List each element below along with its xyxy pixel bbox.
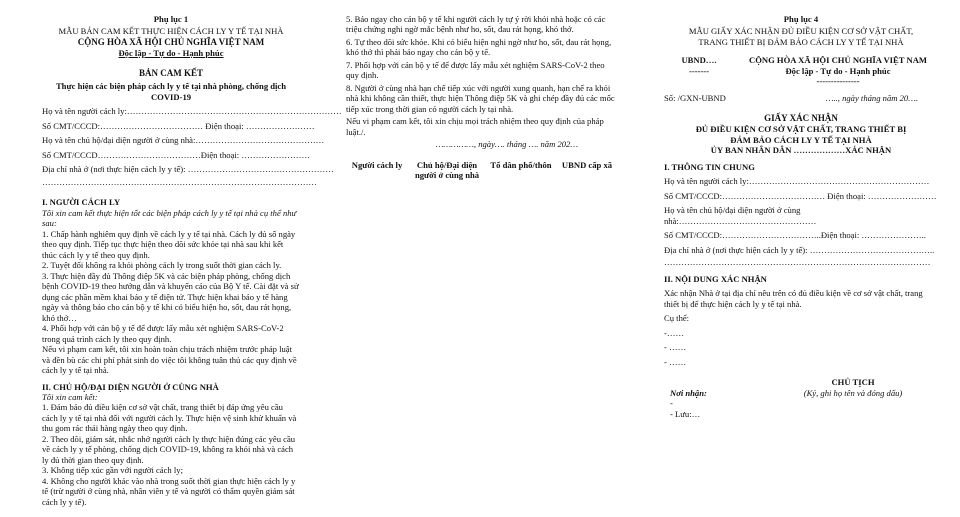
recipient-item: - — [670, 398, 673, 409]
info-fields — [42, 106, 342, 187]
confirmation-content: Xác nhận Nhà ở tại địa chỉ nêu trên có đủ điều kiện về cơ sở vật chất, trang thiết bị để thực hiện cách ly y tế tại nhà. — [664, 288, 923, 309]
commitment-item: 2. Tuyệt đối không ra khỏi phòng cách ly trong suốt thời gian cách ly. — [42, 260, 282, 271]
chairman-title: CHỦ TỊCH — [831, 377, 875, 388]
field-line: …………………………………………………………………………………… — [42, 176, 317, 187]
commitment-item: 7. Phối hợp với cán bộ y tế để được lấy mẫu xét nghiệm SARS-CoV-2 theo quy định. — [346, 59, 605, 81]
section-heading: II. CHỦ HỘ/ĐẠI DIỆN NGƯỜI Ở CÙNG NHÀ — [42, 381, 219, 392]
number-date-row — [664, 93, 938, 103]
section-heading: I. THÔNG TIN CHUNG — [664, 161, 755, 172]
header-block — [664, 55, 938, 86]
appendix-label: Phụ lục 4 — [783, 14, 819, 24]
document-subtitle: Thực hiện các biện pháp cách ly y tế tại nhà phòng, chống dịch COVID-19 — [55, 81, 287, 102]
field-line: Số CMT/CCCD:……………………………..Điện thoại: ………………….. — [664, 230, 926, 241]
commitment-item: 4. Phối hợp với cán bộ y tế để được lấy mẫu xét nghiệm SARS-CoV-2 trong quá trình cách ly theo quy định. — [42, 323, 284, 344]
form-subtitle: MẪU GIẤY XÁC NHẬN ĐỦ ĐIỀU KIỆN CƠ SỞ VẬT CHẤT, TRANG THIẾT BỊ ĐẢM BẢO CÁCH LY Y TẾ TẠI NHÀ — [688, 26, 914, 47]
separator: --------------- — [816, 76, 860, 87]
appendix-label: Phụ lục 1 — [153, 14, 189, 24]
commitment-item: 4. Không cho người khác vào nhà trong suốt thời gian thực hiện cách ly y tế (trừ người ở cùng nhà, nhân viên y tế và người có thẩm quyền giám sát cách ly y tế). — [42, 475, 296, 507]
signature-row — [346, 160, 618, 181]
detail-bullet: -…… — [664, 327, 685, 338]
field-line: Số CMT/CCCD:……………………………… Điện thoại: …………………… — [42, 120, 315, 131]
signature-label: Người cách ly — [351, 159, 403, 170]
commitment-item: 2. Theo dõi, giám sát, nhắc nhở người cách ly thực hiện đúng các yêu cầu về cách ly y tế phòng, chống dịch COVID-19, không ra khỏi nhà và cách ly đủ thời gian theo quy định. — [42, 433, 296, 465]
appendix-4-page — [636, 0, 960, 517]
commitment-item: 5. Báo ngay cho cán bộ y tế khi người cách ly tự ý rời khỏi nhà hoặc có các triệu chứng nghi ngờ mắc bệnh như ho, sốt, đau rát họng, khó thở. — [346, 14, 606, 35]
field-line: Địa chỉ nhà ở (nơi thực hiện cách ly y tế): …………………………………………… — [42, 164, 334, 175]
document-subtitle: ĐỦ ĐIỀU KIỆN CƠ SỞ VẬT CHẤT, TRANG THIẾT BỊ ĐẢM BẢO CÁCH LY Y TẾ TẠI NHÀ — [695, 124, 907, 145]
signature-label: Chủ hộ/Đại diện người ở cùng nhà — [414, 159, 480, 181]
field-line: Địa chỉ nhà ở (nơi thực hiện cách ly y tế): …………………………………….. — [664, 244, 935, 255]
form-subtitle: MẪU BẢN CAM KẾT THỰC HIỆN CÁCH LY Y TẾ TẠI NHÀ — [58, 26, 284, 37]
confirmation-heading: ỦY BAN NHÂN DÂN ………………XÁC NHẬN — [710, 145, 892, 156]
section-heading: II. NỘI DUNG XÁC NHẬN — [664, 273, 767, 284]
commitment-item: Nếu vi phạm cam kết, tôi xin chịu mọi trách nhiệm theo quy định của pháp luật./. — [346, 116, 604, 137]
date-line: ……………, ngày…. tháng …. năm 202… — [435, 139, 578, 150]
signature-label: Tổ dân phố/thôn — [490, 159, 552, 170]
commitment-item: 3. Không tiếp xúc gần với người cách ly; — [42, 465, 183, 476]
appendix-1-continued-page — [318, 0, 636, 517]
agency-name: UBND…. — [681, 55, 717, 66]
detail-bullet: - …… — [664, 342, 687, 353]
field-line: Họ và tên chủ hộ/đại diện người ở cùng nhà:……………………………………… — [42, 135, 325, 146]
section-intro: Tôi xin cam kết: — [42, 391, 98, 402]
commitment-item: 8. Người ở cùng nhà hạn chế tiếp xúc với người xung quanh, hạn chế ra khỏi nhà khi không cần thiết, thực hiện Thông điệp 5K và ghi chép đầy đủ các mốc tiếp xúc trong thời gian có người cách ly tại nhà. — [346, 82, 615, 114]
chairman-note: (Ký, ghi họ tên và đóng dấu) — [803, 387, 903, 398]
nation-heading: CỘNG HÒA XÃ HỘI CHỦ NGHĨA VIỆT NAM — [77, 36, 265, 47]
separator: ------- — [688, 65, 710, 76]
commitment-item: 3. Thực hiện đầy đủ Thông điệp 5K và các biện pháp phòng, chống dịch bệnh COVID-19 theo hướng dẫn và khuyến cáo của Bộ Y tế. Cài đặt và sử dụng các phần mềm khai báo y tế điện tử. Thực hiện khai báo y tế hàng ngày và thông báo cho cán bộ y tế khi có biểu hiện ho, sốt, đau rát họng, khó thở… — [42, 270, 299, 323]
field-line: Số CMT/CCCD………………………………Điện thoại: …………………… — [42, 149, 311, 160]
commitment-item: 1. Đảm bảo đủ điều kiện cơ sở vật chất, trang thiết bị đáp ứng yêu cầu cách ly y tế tại nhà đối với người cách ly. Thực hiện vệ sinh khử khuẩn và thu gom rác thải hàng ngày theo quy định. — [42, 402, 297, 434]
signature-label: UBND cấp xã — [561, 159, 613, 170]
appendix-1-page — [0, 0, 342, 517]
nation-heading: CỘNG HÒA XÃ HỘI CHỦ NGHĨA VIỆT NAM — [748, 55, 928, 66]
document-title: BẢN CAM KẾT — [138, 68, 203, 79]
section-intro: Tôi xin cam kết thực hiện tốt các biện pháp cách ly y tế tại nhà cụ thể như sau: — [42, 207, 297, 229]
recipients-label: Nơi nhận: — [670, 387, 707, 398]
field-line: Họ và tên chủ hộ/đại diện người ở cùng nhà:………………………………………… — [664, 205, 817, 226]
detail-bullet: - …… — [664, 356, 687, 367]
commitment-item: 6. Tự theo dõi sức khỏe. Khi có biểu hiện nghi ngờ như ho, sốt, đau rát họng, khó thở thì phải báo ngay cho cán bộ y tế. — [346, 36, 612, 58]
commitment-item: 1. Chấp hành nghiêm quy định về cách ly y tế tại nhà. Cách ly đủ số ngày theo quy định. Tiếp tục thực hiện theo dõi sức khỏe tại nhà sau khi kết thúc cách ly y tế theo quy định. — [42, 228, 296, 260]
recipient-item: - Lưu:… — [670, 408, 701, 419]
field-line: Số CMT/CCCD:……………………………… Điện thoại: …………………… — [664, 190, 937, 201]
document-number: Số: /GXN-UBND — [664, 92, 726, 103]
field-line: Họ và tên người cách ly:……………………………………………………… — [664, 176, 930, 187]
motto: Độc lập - Tự do - Hạnh phúc — [785, 65, 891, 76]
section-heading: I. NGƯỜI CÁCH LY — [42, 197, 121, 208]
detail-label: Cụ thể: — [664, 313, 690, 324]
document-title: GIẤY XÁC NHẬN — [764, 113, 838, 124]
commitment-item: Nếu vi phạm cam kết, tôi xin hoàn toàn chịu trách nhiệm trước pháp luật và đền bù các chi phí phát sinh do việc tôi không tuân thủ các quy định về cách ly y tế tại nhà. — [42, 344, 297, 376]
motto: Độc lập - Tự do - Hạnh phúc — [118, 47, 224, 58]
date-line: ….., ngày tháng năm 20…. — [825, 92, 918, 103]
field-line: Họ và tên người cách ly:………………………………………………………………… — [42, 106, 342, 117]
signature-block — [664, 377, 938, 419]
field-line: ………………………………………………………………………………… — [664, 257, 931, 268]
